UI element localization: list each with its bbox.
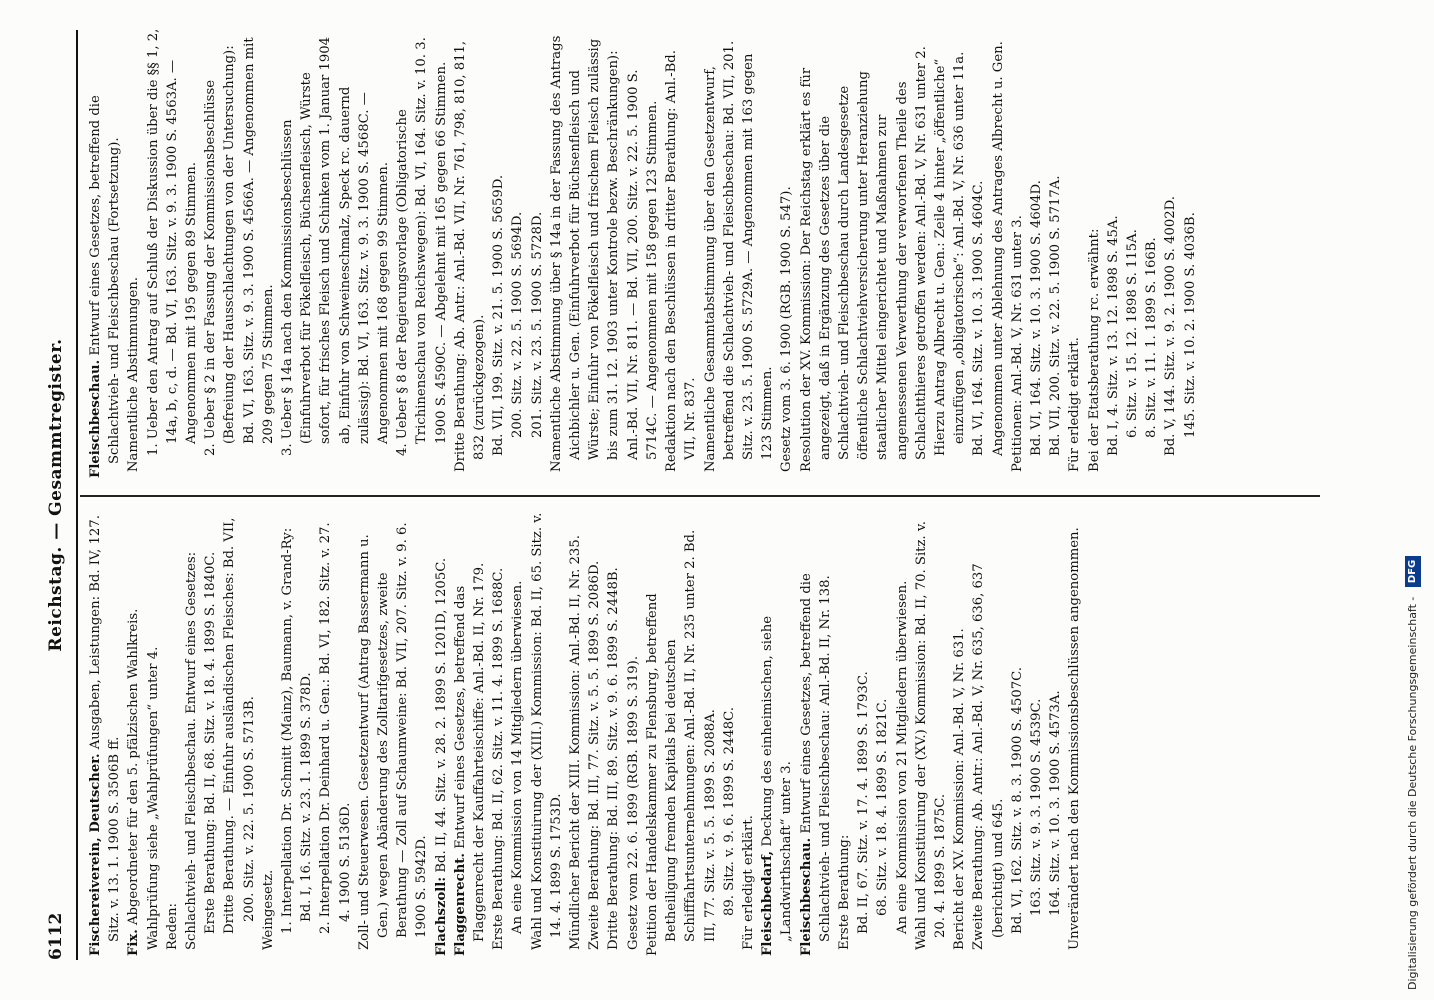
entry-text: 2. Ueber § 2 in der Fassung der Kommissionsbeschlüsse (Befreiung der Hausschlachtungen von der Untersuchung): Bd. VI, 163. Sitz. v. 9. 3. 1900 S. 4566A. — Angenommen mit 209 gegen 75 Stimmen.	[203, 37, 276, 456]
funding-text: Digitalisierung gefördert durch die Deutsche Forschungsgemeinschaft -	[1406, 596, 1419, 990]
index-entry	[797, 506, 835, 956]
entry-text: 3. Ueber § 14a nach den Kommissionsbeschlüssen (Einfuhrverbot für Pökelfleisch, Büchsenfleisch, Würste sofort, für frisches Fleisch und Schinken vom 1. Januar 1904 ab, Einfuhr von Schweineschmalz, Speck rc. dauernd zulässig): Bd. VI, 163. Sitz. v. 9. 3. 1900 S. 4568C. — Angenommen mit 168 gegen 99 Stimmen.	[280, 36, 392, 456]
entry-text: 1. Interpellation Dr. Schmitt (Mainz), Baumann, v. Grand-Ry: Bd. I, 16. Sitz. v. 23. 1. 1899 S. 378D.	[280, 527, 315, 934]
entry-text: Bd. VI, 164. Sitz. v. 10. 3. 1900 S. 4604C.	[971, 180, 987, 456]
entry-heading: Zoll- und Steuerwesen.	[356, 795, 372, 950]
index-subentry	[278, 506, 316, 956]
entry-text: Für erledigt erklärt.	[1067, 337, 1083, 472]
entry-text: 89. Sitz. v. 9. 6. 1899 S. 2448C.	[721, 707, 737, 916]
index-subentry	[201, 28, 278, 478]
index-subentry	[144, 28, 202, 478]
index-subentry	[528, 28, 547, 478]
header-rule	[76, 30, 78, 960]
index-subentry	[931, 28, 969, 478]
entry-heading: Gesetz vom 22. 6. 1899 (RGB. 1899 S. 319).	[625, 655, 641, 950]
entry-heading: Fleischbeschau.	[88, 359, 103, 478]
index-subentry	[701, 28, 778, 478]
dfg-logo: DFG	[1405, 556, 1421, 587]
entry-text: Wahl und Konstituirung der (XIII.) Kommission: Bd. II, 65. Sitz. v. 14. 4. 1899 S. 1753D.	[529, 512, 564, 950]
index-subentry	[451, 28, 489, 478]
index-subentry	[547, 28, 662, 478]
page-header	[40, 30, 70, 960]
entry-text: Bd. VII, 199. Sitz. v. 21. 5. 1900 S. 5659D.	[491, 174, 507, 456]
entry-heading: Fix.	[126, 929, 142, 956]
index-entry	[124, 506, 143, 956]
entry-text: Entwurf eines Gesetzes, betreffend die Schlachtvieh- und Fleischbeschau (Fortsetzung).	[88, 95, 123, 464]
entry-text: Dritte Berathung: Ab. Antr.: Anl.-Bd. VII, Nr. 761, 798, 810, 811, 832 (zurückgezogen).	[452, 40, 488, 472]
entry-text: Angenommen unter Ablehnung des Antrages Albrecht u. Gen.	[990, 41, 1006, 456]
entry-text: Entwurf eines Gesetzes:	[184, 551, 200, 719]
entry-text: 8. Sitz. v. 11. 1. 1899 S. 166B.	[1144, 237, 1160, 438]
index-subentry	[1046, 506, 1065, 956]
entry-text: Gesetzentwurf (Antrag Bassermann u. Gen.) wegen Abänderung des Zolltarifgesetzes, zweite Berathung — Zoll auf Schaumweine: Bd. VII, 207. Sitz. v. 9. 6. 1900 S. 5942D.	[356, 522, 430, 938]
entry-text: 68. Sitz. v. 18. 4. 1899 S. 1821C.	[875, 698, 891, 916]
entry-text: Bd. I, 4. Sitz. v. 13. 12. 1898 S. 45A.	[1105, 215, 1121, 456]
index-subentry	[489, 28, 508, 478]
entry-text: Bd. V, 144. Sitz. v. 9. 2. 1900 S. 4002D.	[1163, 196, 1179, 456]
index-subentry	[508, 506, 527, 956]
entry-text: 1. Ueber den Antrag auf Schluß der Diskussion über die §§ 1, 2, 14a, b, c, d. — Bd. VI, 163. Sitz. v. 9. 3. 1900 S. 4563A. — Angenommen mit 195 gegen 89 Stimmen.	[145, 28, 200, 456]
right-column	[86, 28, 1316, 478]
entry-text: Zweite Berathung: Ab. Antr.: Anl.-Bd. V, Nr. 635, 636, 637 (berichtigt) und 645.	[971, 563, 1006, 950]
entry-text: Zweite Berathung: Bd. III, 77. Sitz. v. 5. 5. 1899 S. 2086D.	[587, 560, 603, 950]
entry-text: Redaktion nach den Beschlüssen in dritter Berathung: Anl.-Bd. VII, Nr. 837.	[664, 50, 699, 472]
index-subentry	[1123, 28, 1142, 478]
index-subentry	[528, 506, 566, 956]
entry-text: Abgeordneter für den 5. pfälzischen Wahlkreis.	[126, 608, 142, 930]
index-entry	[432, 506, 451, 956]
entry-text: 6. Sitz. v. 15. 12. 1898 S. 115A.	[1124, 229, 1140, 438]
index-subentry	[969, 28, 988, 478]
entry-text: Bd. VI, 164. Sitz. v. 10. 3. 1900 S. 4604D.	[1028, 180, 1044, 456]
entry-text: 164. Sitz. v. 10. 3. 1900 S. 4573A.	[1048, 690, 1064, 916]
page-title: Reichstag. — Gesammtregister.	[46, 338, 66, 652]
entry-text: Für erledigt erklärt.	[740, 815, 756, 950]
index-subentry	[739, 506, 758, 956]
index-subentry	[355, 506, 432, 956]
entry-heading: Flachszoll:	[433, 876, 449, 956]
index-subentry	[835, 506, 854, 956]
entry-text: An eine Kommission von 14 Mitgliedern überwiesen.	[510, 580, 526, 934]
index-subentry	[144, 506, 163, 956]
entry-text: 200. Sitz. v. 22. 5. 1900 S. 5694D.	[510, 211, 526, 438]
entry-text: Namentliche Abstimmungen.	[126, 277, 142, 472]
index-subentry	[1142, 28, 1161, 478]
entry-text: Entwurf eines Gesetzes, betreffend das Flaggenrecht der Kauffahrteischiffe: Anl.-Bd. II, Nr. 179.	[452, 562, 488, 942]
column-divider	[80, 495, 1320, 497]
index-entry	[451, 506, 489, 956]
left-column	[86, 506, 1316, 956]
entry-text: Hierzu Antrag Albrecht u. Gen.: Zeile 4 hinter „öffentliche“ einzufügen „obligatorische“: Anl.-Bd. V, Nr. 636 unter 11a.	[932, 51, 968, 456]
entry-text: 201. Sitz. v. 23. 5. 1900 S. 5728D.	[529, 211, 545, 438]
index-subentry	[893, 506, 912, 956]
entry-heading: Schlachtvieh- und Fleischbeschau.	[184, 718, 200, 950]
index-subentry	[1008, 28, 1027, 478]
index-subentry	[720, 506, 739, 956]
index-subentry	[912, 506, 950, 956]
entry-text: Reden:	[164, 903, 180, 950]
index-subentry	[624, 506, 643, 956]
index-subentry	[163, 506, 182, 956]
index-subentry	[566, 506, 585, 956]
entry-heading: Fischereiverein, Deutscher.	[88, 753, 103, 956]
index-subentry	[201, 506, 220, 956]
index-subentry	[873, 506, 892, 956]
entry-text: Petitionen: Anl.-Bd. V, Nr. 631 unter 3.	[1009, 215, 1025, 472]
index-subentry	[989, 28, 1008, 478]
entry-text: Entwurf eines Gesetzes, betreffend die Schlachtvieh- und Fleischbeschau: Anl.-Bd. II, Nr. 138.	[798, 573, 833, 942]
entry-text: Dritte Berathung: Bd. III, 89. Sitz. v. 9. 6. 1899 S. 2448B.	[606, 567, 622, 950]
entry-text: An eine Kommission von 21 Mitgliedern überwiesen.	[894, 580, 910, 934]
index-subentry	[1027, 506, 1046, 956]
index-subentry	[1065, 506, 1084, 956]
entry-heading: Flaggenrecht.	[452, 853, 468, 956]
entry-text: 145. Sitz. v. 10. 2. 1900 S. 4036B.	[1182, 212, 1198, 438]
index-subentry	[1181, 28, 1200, 478]
index-entry	[86, 506, 124, 956]
entry-text: 163. Sitz. v. 9. 3. 1900 S. 4539C.	[1028, 698, 1044, 916]
index-subentry	[393, 28, 451, 478]
entry-text: Namentliche Abstimmung über § 14a in der Fassung des Antrags Aichbichler u. Gen. (Einfuhrverbot für Büchsenfleisch und Würste; Einfuhr von Pökelfleisch und frischem Fleisch zulässig bis zum 31. 12. 1903 unter Kontrole bezw. Beschränkungen): Anl.-Bd. VII, Nr. 811. — Bd. VII, 200. Sitz. v. 22. 5. 1900 S. 5714C. — Angenommen mit 158 gegen 123 Stimmen.	[548, 35, 660, 472]
index-subentry	[1046, 28, 1065, 478]
entry-text: Bei der Etatsberathung rc. erwähnt:	[1086, 228, 1102, 472]
entry-text: Bd. VI, 162. Sitz. v. 8. 3. 1900 S. 4507C.	[1009, 667, 1025, 934]
index-subentry	[182, 506, 201, 956]
entry-heading: Fleischbedarf,	[760, 850, 776, 956]
entry-text: Bd. II, 44. Sitz. v. 28. 2. 1899 S. 1201D, 1205C.	[433, 557, 449, 877]
entry-text: Erste Berathung:	[836, 834, 852, 950]
entry-heading: Weingesetz.	[260, 869, 276, 950]
index-subentry	[489, 506, 508, 956]
entry-text: Bd. II, 67. Sitz. v. 17. 4. 1899 S. 1793C.	[856, 671, 872, 934]
funding-note	[1400, 10, 1426, 990]
page-number: 6112	[46, 912, 66, 960]
entry-text: Erste Berathung: Bd. II, 62. Sitz. v. 11. 4. 1899 S. 1688C.	[491, 567, 507, 950]
entry-text: Namentliche Gesammtabstimmung über den Gesetzentwurf, betreffend die Schlachtvieh- und Fleischbeschau: Bd. VII, 201. Sitz. v. 23. 5. 1900 S. 5729A. — Angenommen mit 163 gegen 123 Stimmen.	[702, 40, 776, 472]
index-subentry	[1008, 506, 1027, 956]
entry-text: Resolution der XV. Kommission: Der Reichstag erklärt es für angezeigt, daß in Ergänzung des Gesetzes über die Schlachtvieh- und Fleischbeschau durch Landesgesetze öffentliche Schlachtviehversicherung unter Heranziehung staatlicher Mittel eingerichtet und Maßnahmen zur angemessenen Verwerthung der verworfenen Theile des Schlachtthieres getroffen werden: Anl.-Bd. V, Nr. 631 unter 2.	[798, 46, 929, 472]
index-subentry	[259, 506, 278, 956]
entry-heading: Unverändert nach den Kommissionsbeschlüssen angenommen.	[1067, 527, 1083, 950]
entry-text: Ausgaben, Leistungen: Bd. IV, 127. Sitz. v. 13. 1. 1900 S. 3506B ff.	[88, 515, 123, 942]
entry-text: Deckung des einheimischen, siehe „Landwirthschaft“ unter 3.	[760, 615, 795, 942]
entry-text: Wahlprüfung siehe „Wahlprüfungen“ unter 4.	[145, 646, 161, 950]
entry-text: 2. Interpellation Dr. Deinhard u. Gen.: Bd. VI, 182. Sitz. v. 27. 4. 1900 S. 5136D.	[318, 522, 353, 934]
index-subentry	[278, 28, 393, 478]
index-subentry	[854, 506, 873, 956]
index-subentry	[662, 28, 700, 478]
index-subentry	[124, 28, 143, 478]
entry-text: Erste Berathung: Bd. II, 68. Sitz. v. 18. 4. 1899 S. 1840C.	[203, 551, 219, 934]
index-entry	[758, 506, 796, 956]
entry-text: 4. Ueber § 8 der Regierungsvorlage (Obligatorische Trichinenschau von Reichswegen): Bd. VI, 164. Sitz. v. 10. 3. 1900 S. 4590C. — Abgelehnt mit 165 gegen 66 Stimmen.	[395, 37, 449, 456]
entry-heading: Fleischbeschau.	[798, 837, 814, 956]
index-subentry	[1027, 28, 1046, 478]
index-subentry	[220, 506, 258, 956]
index-entry	[86, 28, 124, 478]
index-subentry	[969, 506, 1007, 956]
index-subentry	[604, 506, 623, 956]
entry-text: Petition der Handelskammer zu Flensburg, betreffend Betheiligung fremden Kapitals bei deutschen Schifffahrtsunternehmungen: Anl.-Bd. II, Nr. 235 unter 2. Bd. III, 77. Sitz. v. 5. 5. 1899 S. 2088A.	[644, 529, 718, 956]
index-subentry	[1161, 28, 1180, 478]
entry-text: Wahl und Konstituirung der (XV.) Kommission: Bd. II, 70. Sitz. v. 20. 4. 1899 S. 1875C.	[913, 521, 948, 950]
index-subentry	[585, 506, 604, 956]
index-subentry	[1065, 28, 1084, 478]
index-subentry	[1104, 28, 1123, 478]
entry-text: Dritte Berathung. — Einfuhr ausländischen Fleisches: Bd. VII, 200. Sitz. v. 22. 5. 1900 S. 5713B.	[222, 517, 257, 934]
entry-heading: Gesetz vom 3. 6. 1900 (RGB. 1900 S. 547).	[779, 186, 795, 472]
entry-text: Mündlicher Bericht der XIII. Kommission: Anl.-Bd. II, Nr. 235.	[568, 535, 584, 950]
index-subentry	[777, 28, 796, 478]
entry-text: Bd. VII, 200. Sitz. v. 22. 5. 1900 S. 5717A.	[1048, 175, 1064, 456]
index-entry	[643, 506, 720, 956]
index-subentry	[508, 28, 527, 478]
entry-text: Bericht der XV. Kommission: Anl.-Bd. V, Nr. 631.	[952, 628, 968, 950]
index-subentry	[797, 28, 931, 478]
index-subentry	[950, 506, 969, 956]
index-subentry	[316, 506, 354, 956]
index-subentry	[1085, 28, 1104, 478]
